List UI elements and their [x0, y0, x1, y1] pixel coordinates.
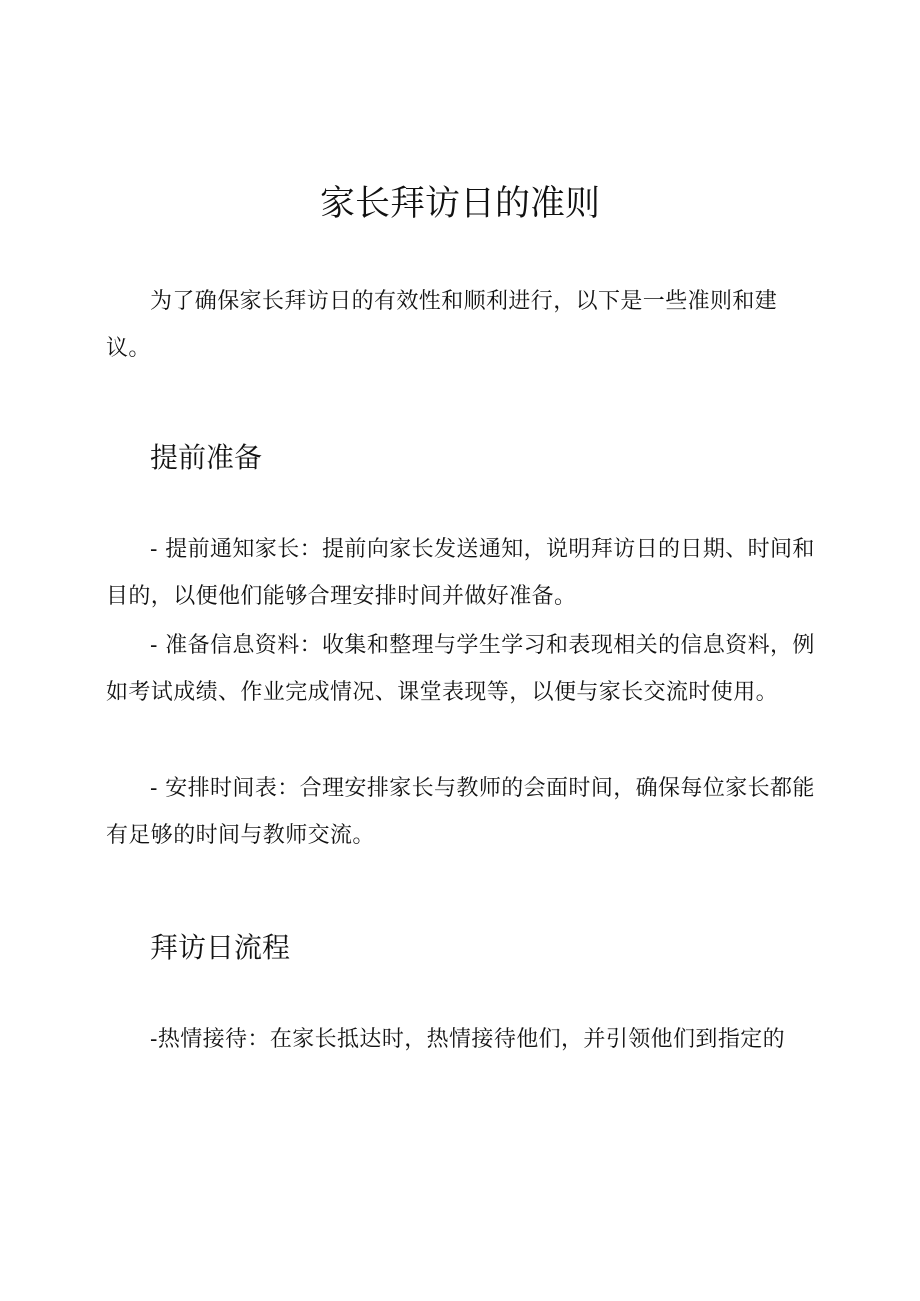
list-item-notify-parents: - 提前通知家长：提前向家长发送通知，说明拜访日的日期、时间和目的，以便他们能够合理安排时间并做好准备。: [106, 537, 815, 609]
list-item-prepare-materials: - 准备信息资料：收集和整理与学生学习和表现相关的信息资料，例如考试成绩、作业完成情况、课堂表现等，以便与家长交流时使用。: [106, 633, 815, 705]
page-title: 家长拜访日的准则: [319, 184, 600, 224]
section-heading-preparation: 提前准备: [150, 441, 263, 474]
list-item-warm-reception: -热情接待：在家长抵达时，热情接待他们，并引领他们到指定的: [150, 1027, 786, 1052]
intro-paragraph: 为了确保家长拜访日的有效性和顺利进行，以下是一些准则和建议。: [106, 289, 778, 361]
section-heading-visit-process: 拜访日流程: [150, 931, 291, 964]
list-item-schedule: - 安排时间表：合理安排家长与教师的会面时间，确保每位家长都能有足够的时间与教师交流。: [106, 776, 815, 848]
